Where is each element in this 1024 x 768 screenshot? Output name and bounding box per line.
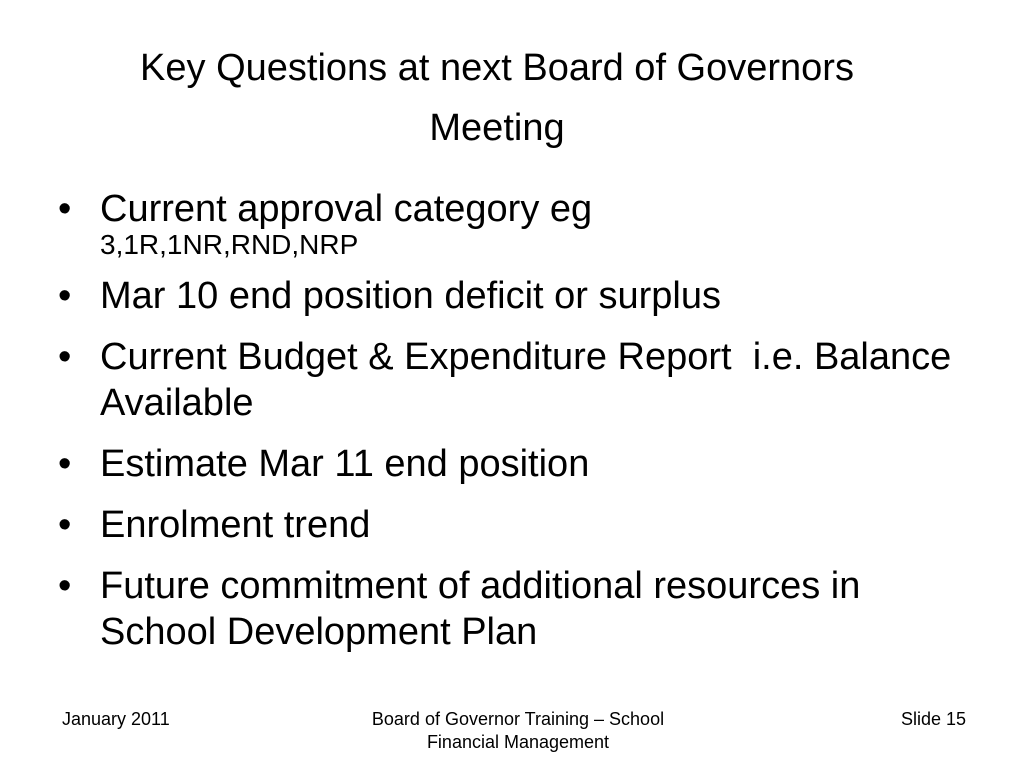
bullet-text: Enrolment trend	[100, 504, 371, 546]
footer-title-line-2: Financial Management	[426, 732, 610, 752]
slide-number: Slide 15	[900, 709, 966, 729]
bullet-icon: •	[58, 336, 72, 378]
bullet-text: Current Budget & Expenditure Report i.e. Balance Available	[100, 336, 960, 424]
footer-title	[338, 708, 698, 754]
bullet-text: Estimate Mar 11 end position	[100, 443, 590, 485]
title-line-2: Meeting	[429, 107, 565, 149]
bullet-icon: •	[58, 565, 72, 607]
bullet-list	[58, 186, 978, 670]
bullet-item	[58, 563, 978, 655]
bullet-icon: •	[58, 188, 72, 230]
bullet-text: Mar 10 end position deficit or surplus	[100, 275, 721, 317]
bullet-icon: •	[58, 504, 72, 546]
bullet-subtext: 3,1R,1NR,RND,NRP	[100, 229, 359, 260]
footer-date: January 2011	[62, 709, 170, 729]
bullet-item	[58, 186, 978, 258]
bullet-item	[58, 273, 978, 319]
bullet-icon: •	[58, 443, 72, 485]
bullet-item	[58, 334, 978, 426]
slide-title	[40, 38, 954, 158]
footer-title-line-1: Board of Governor Training – School	[371, 709, 665, 729]
bullet-text: Future commitment of additional resources in School Development Plan	[100, 565, 861, 653]
bullet-item	[58, 441, 978, 487]
bullet-item	[58, 502, 978, 548]
bullet-icon: •	[58, 275, 72, 317]
bullet-text: Current approval category eg	[100, 188, 593, 230]
title-line-1: Key Questions at next Board of Governors	[140, 47, 854, 89]
